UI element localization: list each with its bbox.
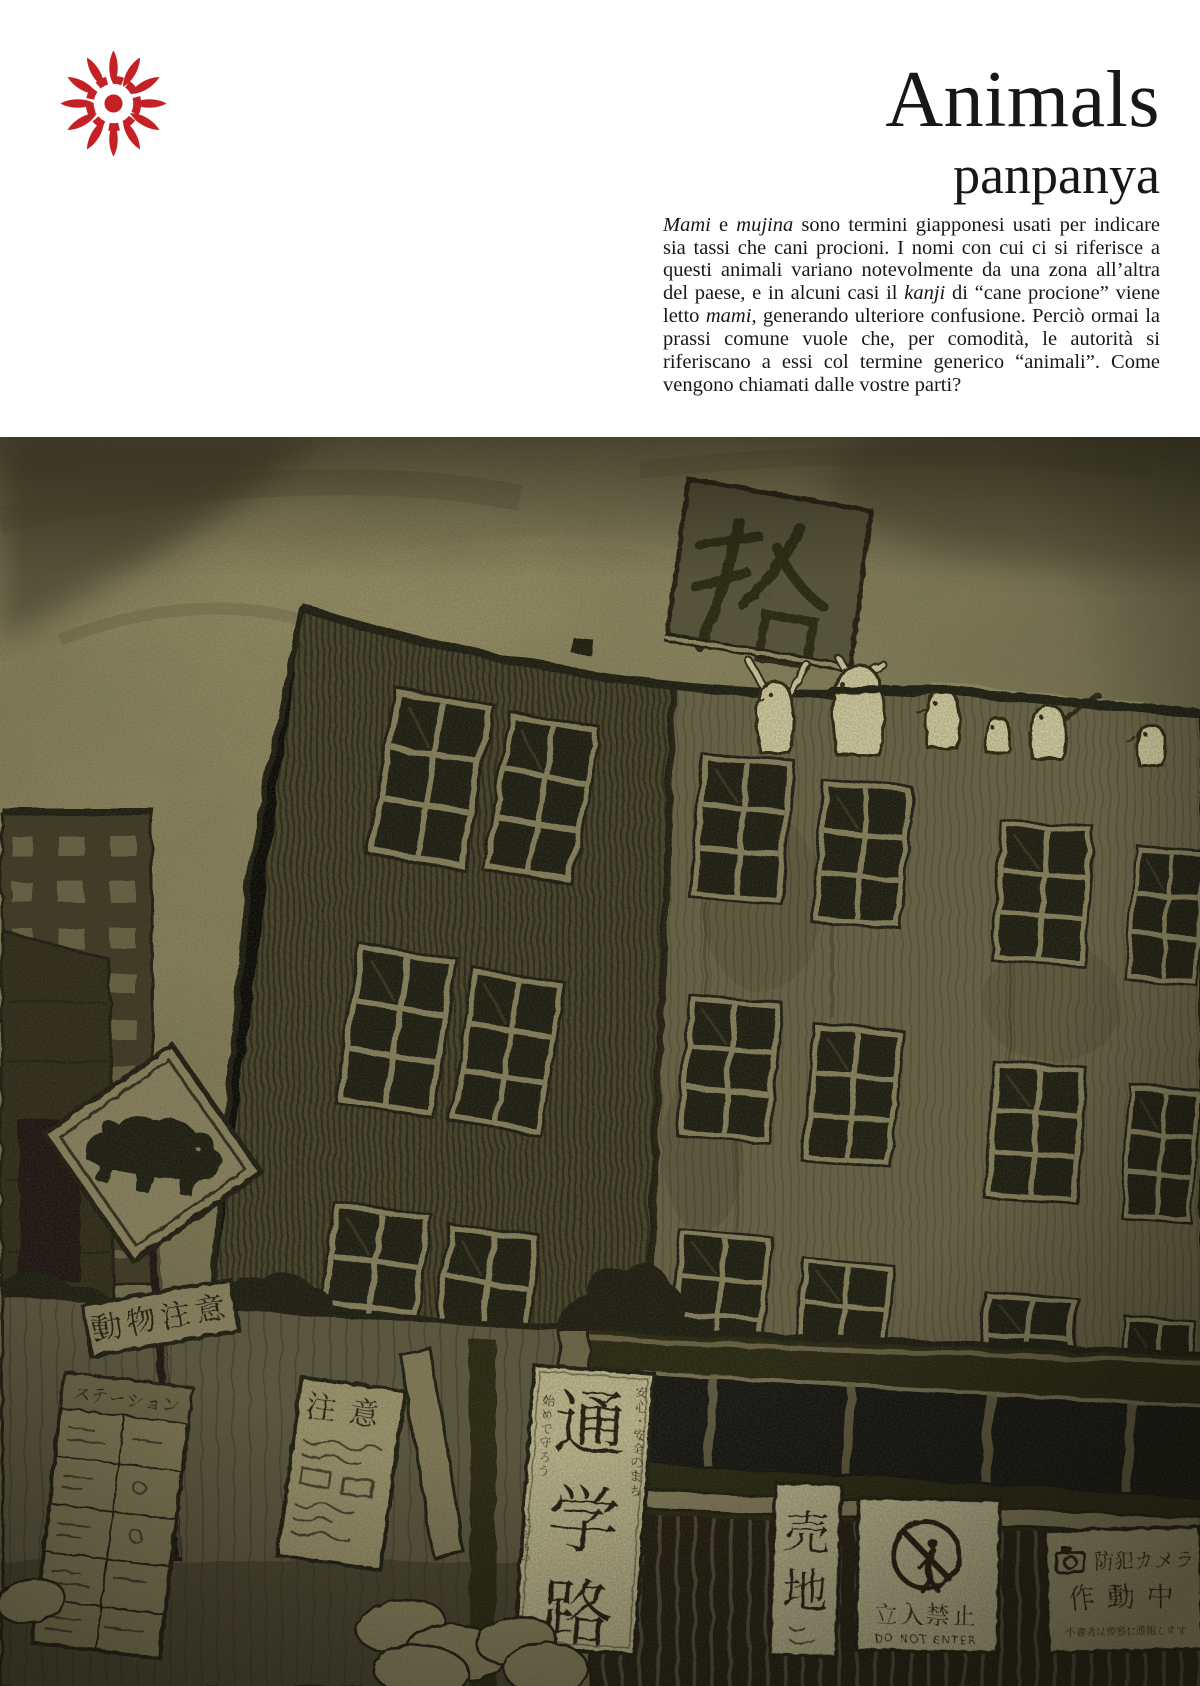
vignette <box>0 437 1200 1686</box>
publisher-logo-icon <box>57 47 170 160</box>
page-title: Animals <box>885 56 1160 144</box>
intro-paragraph: Mami e mujina sono termini giapponesi usati per indicare sia tassi che cani procioni. I nomi con cui ci si riferisce a questi animali variano notevolmente da una zona all’altra del paese, e in alcuni casi il kanji di “cane procione” viene letto mami, generando ulteriore confusione. Perciò ormai la prassi comune vuole che, per comodità, le autorità si riferiscano a essi col termine generico “animali”. Come vengono chiamati dalle vostre parti? <box>663 213 1160 396</box>
author-name: panpanya <box>953 144 1160 205</box>
top-shadow <box>0 437 1200 577</box>
illustration-canvas <box>0 437 1200 1686</box>
header <box>663 0 1160 397</box>
illustration <box>0 437 1200 1686</box>
publisher-logo <box>57 47 170 160</box>
